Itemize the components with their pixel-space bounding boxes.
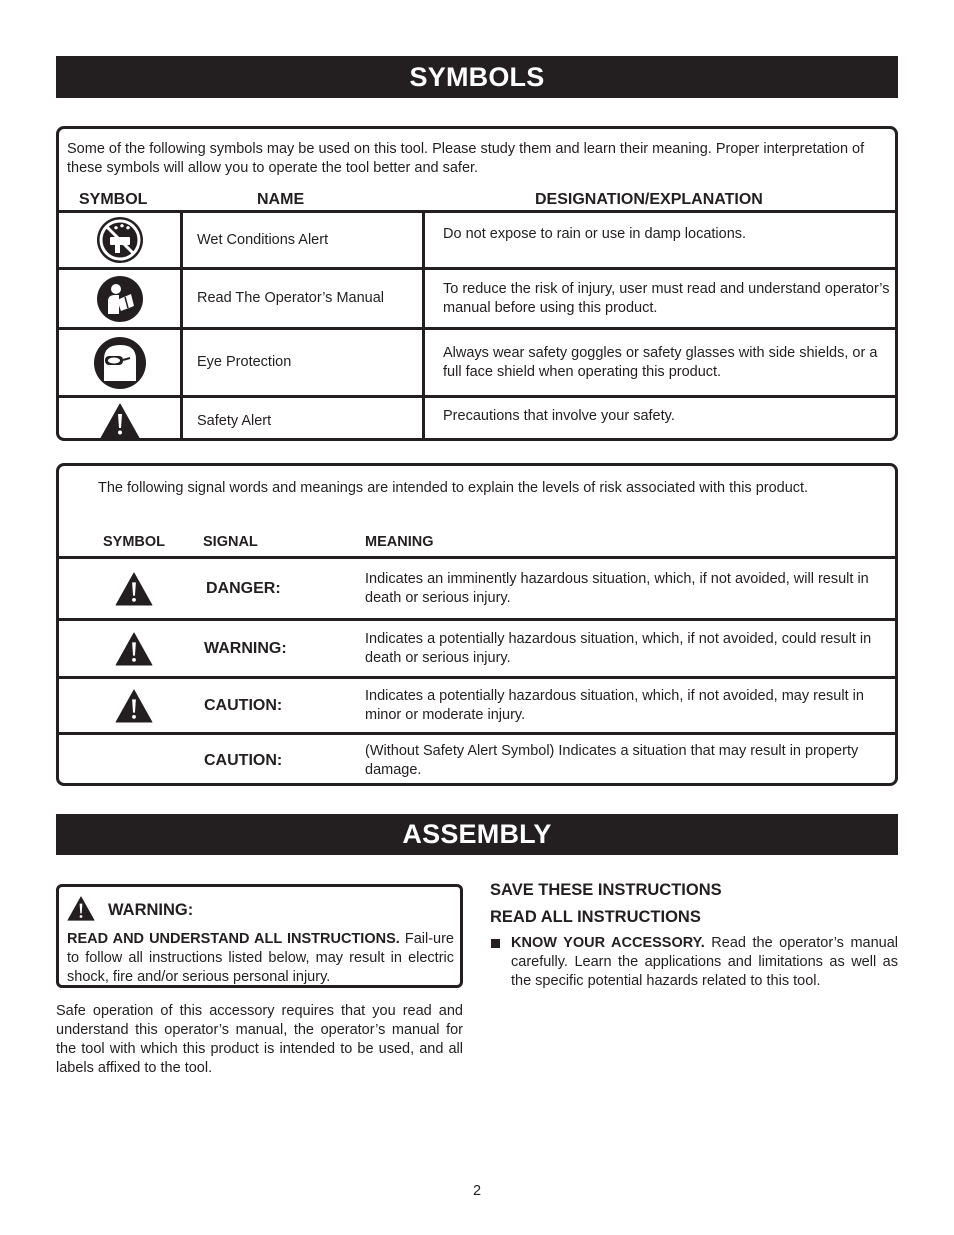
symbol-name: Safety Alert xyxy=(197,412,272,429)
symbol-explanation: Do not expose to rain or use in damp locations. xyxy=(443,226,747,242)
signal-word: CAUTION: xyxy=(204,696,283,714)
symbol-name: Eye Protection xyxy=(197,354,292,370)
know-accessory-paragraph xyxy=(511,934,898,991)
safety-alert-icon xyxy=(115,572,153,606)
signal-words-table xyxy=(56,463,898,786)
symbol-explanation: To reduce the risk of injury, user must read and understand operator’s manual before using this product. xyxy=(443,280,890,316)
signal-row xyxy=(59,732,895,786)
read-manual-icon xyxy=(97,276,143,322)
safety-alert-icon xyxy=(115,689,153,723)
signal-row xyxy=(59,676,895,732)
symbols-intro: Some of the following symbols may be used on this tool. Please study them and learn their meaning. Proper interpretation of these symbols will allow you to operate the tool better and safer. xyxy=(67,141,865,176)
signal-row xyxy=(59,618,895,676)
warning-body-text: Fail-ure to follow all instructions listed below, may result in electric shock, fire and/or serious personal injury. xyxy=(67,931,454,985)
signal-row xyxy=(59,556,895,618)
symbol-row xyxy=(59,395,895,441)
safety-alert-icon xyxy=(67,896,95,921)
warning-bold-text: READ AND UNDERSTAND ALL INSTRUCTIONS. xyxy=(67,931,400,947)
warning-text xyxy=(67,930,454,987)
wet-conditions-icon xyxy=(97,217,143,263)
signal-meaning: Indicates an imminently hazardous situation, which, if not avoided, will result in death or serious injury. xyxy=(365,570,869,606)
safety-alert-icon xyxy=(115,632,153,666)
safe-operation-paragraph: Safe operation of this accessory requires that you read and understand this operator’s manual, the operator’s manual for the tool with which this product is intended to be used, and all labels affixed to the tool. xyxy=(56,1003,463,1076)
warning-label: WARNING: xyxy=(108,901,194,919)
eye-protection-icon xyxy=(94,337,146,389)
col-header-symbol: SYMBOL xyxy=(103,534,166,550)
signal-meaning: (Without Safety Alert Symbol) Indicates a situation that may result in property damage. xyxy=(365,742,859,778)
col-header-name: NAME xyxy=(257,191,305,208)
signal-word: DANGER: xyxy=(206,579,281,597)
signal-word: WARNING: xyxy=(204,639,287,657)
col-header-designation: DESIGNATION/EXPLANATION xyxy=(535,191,763,208)
symbol-name: Read The Operator’s Manual xyxy=(197,290,384,306)
know-accessory-text: Read the operator’s manual carefully. Learn the applications and limitations as well as the specific potential hazards related to this tool. xyxy=(511,935,898,989)
symbol-explanation: Precautions that involve your safety. xyxy=(443,408,675,424)
save-instructions-heading: SAVE THESE INSTRUCTIONS xyxy=(490,881,722,899)
signal-word: CAUTION: xyxy=(204,751,283,769)
symbol-explanation: Always wear safety goggles or safety glasses with side shields, or a full face shield when operating this product. xyxy=(443,344,878,380)
know-accessory-bold: KNOW YOUR ACCESSORY. xyxy=(511,935,705,951)
page-number: 2 xyxy=(472,1183,482,1199)
col-header-signal: SIGNAL xyxy=(203,534,258,550)
read-instructions-heading: READ ALL INSTRUCTIONS xyxy=(490,908,701,926)
bullet-square-icon xyxy=(491,939,500,948)
symbol-name: Wet Conditions Alert xyxy=(197,231,329,248)
symbol-row xyxy=(59,210,895,267)
signal-intro: The following signal words and meanings are intended to explain the levels of risk associated with this product. xyxy=(98,480,809,496)
col-header-meaning: MEANING xyxy=(365,534,434,550)
warning-box xyxy=(56,884,463,988)
symbols-table xyxy=(56,126,898,441)
signal-meaning: Indicates a potentially hazardous situation, which, if not avoided, could result in death or serious injury. xyxy=(365,630,872,666)
symbol-row xyxy=(59,327,895,395)
assembly-heading: ASSEMBLY xyxy=(56,814,898,855)
col-header-symbol: SYMBOL xyxy=(79,191,148,208)
signal-meaning: Indicates a potentially hazardous situation, which, if not avoided, may result in minor or moderate injury. xyxy=(365,687,864,723)
symbols-heading: SYMBOLS xyxy=(56,56,898,98)
safety-alert-icon xyxy=(100,403,140,439)
symbol-row xyxy=(59,267,895,327)
